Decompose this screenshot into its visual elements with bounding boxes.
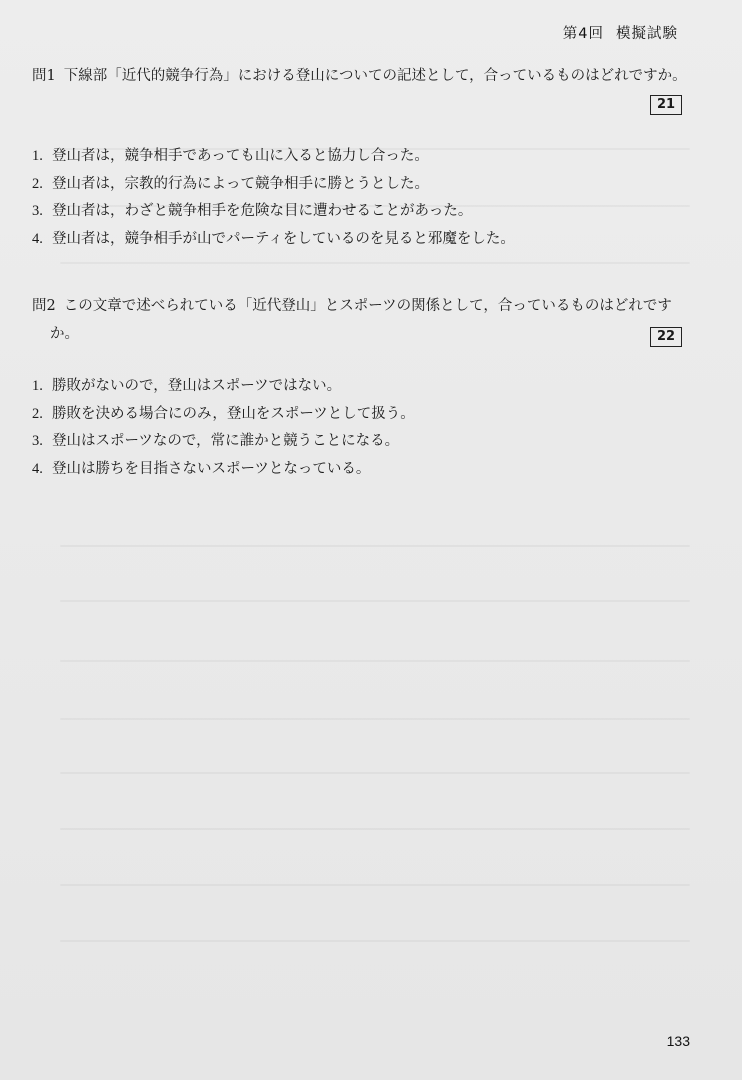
option-item xyxy=(32,401,415,429)
option-number: 3. xyxy=(32,433,43,449)
show-through-line xyxy=(60,828,690,830)
option-text: 登山者は，宗教的行為によって競争相手に勝とうとした。 xyxy=(52,175,429,192)
question-2-prompt-continued: か。 xyxy=(50,326,79,342)
show-through-line xyxy=(60,884,690,886)
option-text: 登山はスポーツなので，常に誰かと競うことになる。 xyxy=(52,433,400,449)
option-number: 4. xyxy=(32,230,43,247)
option-text: 勝敗を決める場合にのみ，登山をスポーツとして扱う。 xyxy=(52,405,415,422)
option-text: 勝敗がないので，登山はスポーツではない。 xyxy=(52,378,342,394)
question-1 xyxy=(32,62,687,112)
option-item xyxy=(32,143,515,171)
page-number: 133 xyxy=(666,1033,690,1049)
option-number: 4. xyxy=(32,460,43,477)
question-2-prompt: この文章で述べられている「近代登山」とスポーツの関係として，合っているものはどれです xyxy=(63,298,672,314)
option-item xyxy=(32,373,415,401)
question-1-label: 問1 xyxy=(32,68,56,84)
option-number: 2. xyxy=(32,405,43,422)
show-through-line xyxy=(60,262,690,264)
page-header xyxy=(563,22,678,43)
option-item xyxy=(32,456,415,484)
question-1-prompt: 下線部「近代的競争行為」における登山についての記述として，合っているものはどれですか。 xyxy=(63,68,687,84)
option-text: 登山は勝ちを目指さないスポーツとなっている。 xyxy=(52,460,371,477)
option-text: 登山者は，わざと競争相手を危険な目に遭わせることがあった。 xyxy=(52,203,473,219)
option-text: 登山者は，競争相手が山でパーティをしているのを見ると邪魔をした。 xyxy=(52,230,515,247)
option-number: 1. xyxy=(32,378,43,394)
question-2-options xyxy=(32,373,415,483)
question-1-options xyxy=(32,143,515,253)
show-through-line xyxy=(60,940,690,942)
option-item xyxy=(32,171,515,199)
show-through-line xyxy=(60,545,690,547)
option-number: 3. xyxy=(32,203,43,219)
option-item xyxy=(32,428,415,456)
show-through-line xyxy=(60,600,690,602)
option-item xyxy=(32,226,515,254)
show-through-line xyxy=(60,660,690,662)
show-through-line xyxy=(60,718,690,720)
exam-title: 模擬試験 xyxy=(616,26,678,42)
option-number: 1. xyxy=(32,148,43,164)
question-1-text xyxy=(32,62,687,90)
question-2-text xyxy=(32,292,682,320)
option-text: 登山者は，競争相手であっても山に入ると協力し合った。 xyxy=(52,148,429,164)
show-through-line xyxy=(60,772,690,774)
answer-box-21: 21 xyxy=(650,95,682,115)
exam-round: 第4回 xyxy=(562,26,604,42)
answer-box-22: 22 xyxy=(650,327,682,347)
question-2 xyxy=(32,292,682,348)
question-2-label: 問2 xyxy=(32,298,56,314)
option-item xyxy=(32,198,515,226)
option-number: 2. xyxy=(32,175,43,192)
